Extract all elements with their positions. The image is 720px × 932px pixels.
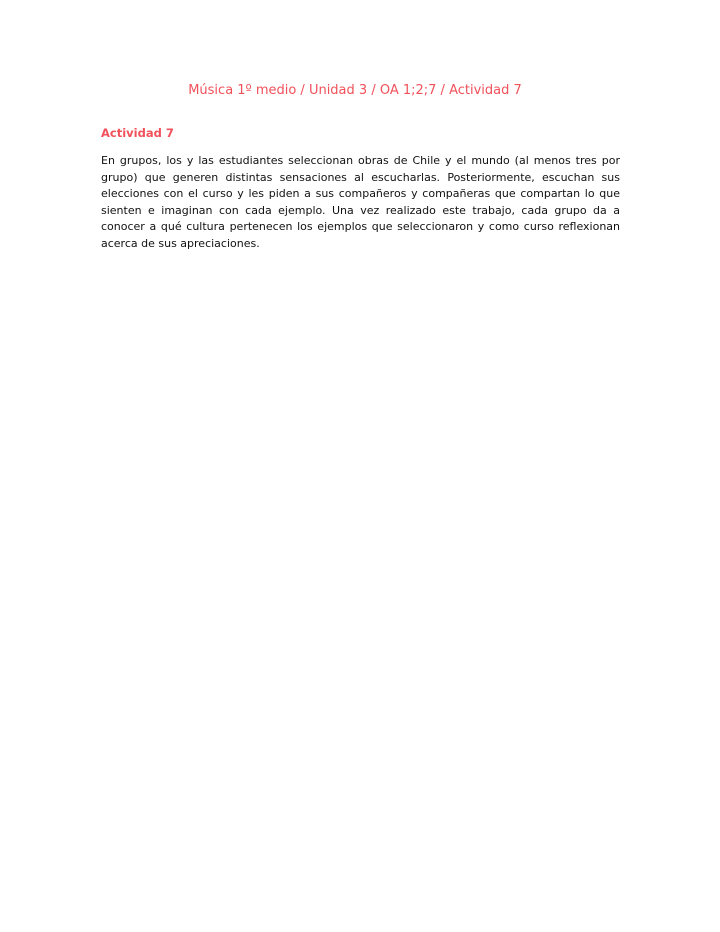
activity-paragraph: En grupos, los y las estudiantes seleccionan obras de Chile y el mundo (al menos tres por grupo) que generen distintas sensaciones al escucharlas. Posteriormente, escuchan sus elecciones con el curso y les piden a sus compañeros y compañeras que compartan lo que sienten e imaginan con cada ejemplo. Una vez realizado este trabajo, cada grupo da a conocer a qué cultura pertenecen los ejemplos que seleccionaron y como curso reflexionan acerca de sus apreciaciones. — [101, 154, 620, 250]
document-header: Música 1º medio / Unidad 3 / OA 1;2;7 / Actividad 7 — [188, 83, 522, 98]
activity-title: Actividad 7 — [101, 126, 174, 140]
